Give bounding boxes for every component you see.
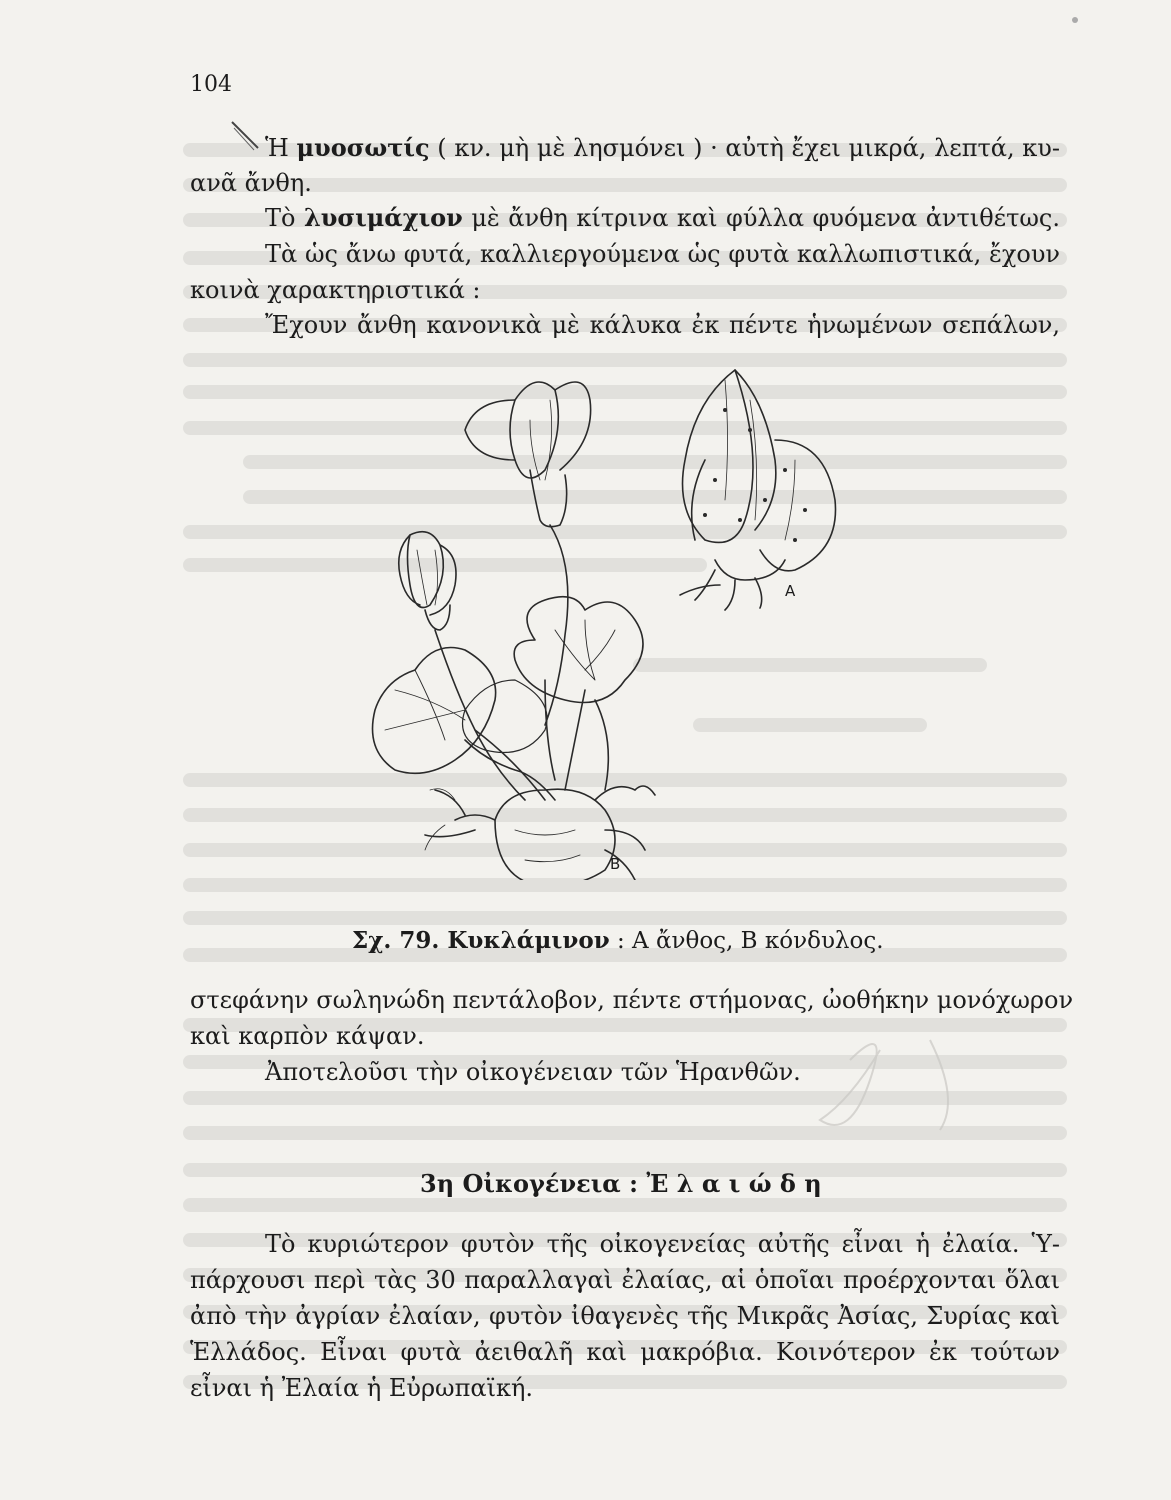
cyclamen-figure — [355, 360, 915, 880]
section-heading: 3η Οἰκογένεια : Ἐ λ α ι ώ δ η — [420, 1169, 822, 1198]
text-line: Ἀποτελοῦσι τὴν οἰκογένειαν τῶν Ἡρανθῶν. — [265, 1058, 801, 1086]
text-line: Ἑλλάδος. Εἶναι φυτὰ ἀειθαλῆ καὶ μακρόβια. Κοινότερον ἐκ τούτων — [190, 1338, 1060, 1366]
text-line: ανᾶ ἄνθη. — [190, 169, 312, 197]
page-number: 104 — [190, 72, 232, 97]
term-lysimachion: λυσιμάχιον — [303, 203, 463, 232]
figure-label-a: Α — [785, 582, 796, 600]
flower-a-drawing — [680, 370, 836, 610]
text-line: καὶ καρπὸν κάψαν. — [190, 1022, 425, 1050]
text-line: εἶναι ἡ Ἐλαία ἡ Εὐρωπαϊκή. — [190, 1374, 534, 1402]
figure-caption — [352, 927, 884, 954]
text-line: ἀπὸ τὴν ἀγρίαν ἐλαίαν, φυτὸν ἰθαγενὲς τῆς Μικρᾶς Ἀσίας, Συρίας καὶ — [190, 1302, 1060, 1330]
caption-text: : Α ἄνθος, Β κόνδυλος. — [609, 928, 884, 954]
text-line: Τὰ ὡς ἄνω φυτά, καλλιεργούμενα ὡς φυτὰ καλλωπιστικά, ἔχουν — [265, 240, 1060, 268]
flower-top-drawing — [465, 382, 591, 725]
term-myosotis: μυοσωτίς — [296, 133, 430, 162]
text-line: Ἡ μυοσωτίς ( κν. μὴ μὲ λησμόνει ) · αὐτὴ ἔχει μικρά, λεπτά, κυ- — [265, 133, 1060, 162]
text-line: Τὸ κυριώτερον φυτὸν τῆς οἰκογενείας αὐτῆς εἶναι ἡ ἐλαία. Ὑ- — [265, 1230, 1060, 1258]
leaves-drawing — [373, 597, 644, 774]
text-line: Τὸ λυσιμάχιον μὲ ἄνθη κίτρινα καὶ φύλλα φυόμενα ἀντιθέτως. — [265, 203, 1060, 232]
figure-label-b: Β — [610, 855, 621, 873]
caption-title: Σχ. 79. Κυκλάμινον — [352, 927, 610, 954]
pen-mark — [228, 118, 268, 158]
text-line: στεφάνην σωληνώδη πεντάλοβον, πέντε στήμονας, ὠοθήκην μονόχωρον — [190, 986, 1074, 1014]
text-line: πάρχουσι περὶ τὰς 30 παραλλαγαὶ ἐλαίας, αἱ ὁποῖαι προέρχονται ὅλαι — [190, 1266, 1060, 1294]
text-line: κοινὰ χαρακτηριστικά : — [190, 276, 481, 304]
tuber-b-drawing — [425, 786, 655, 880]
text-line: Ἔχουν ἄνθη κανονικὰ μὲ κάλυκα ἐκ πέντε ἡνωμένων σεπάλων, — [265, 311, 1060, 339]
cyclamen-illustration — [355, 360, 915, 880]
